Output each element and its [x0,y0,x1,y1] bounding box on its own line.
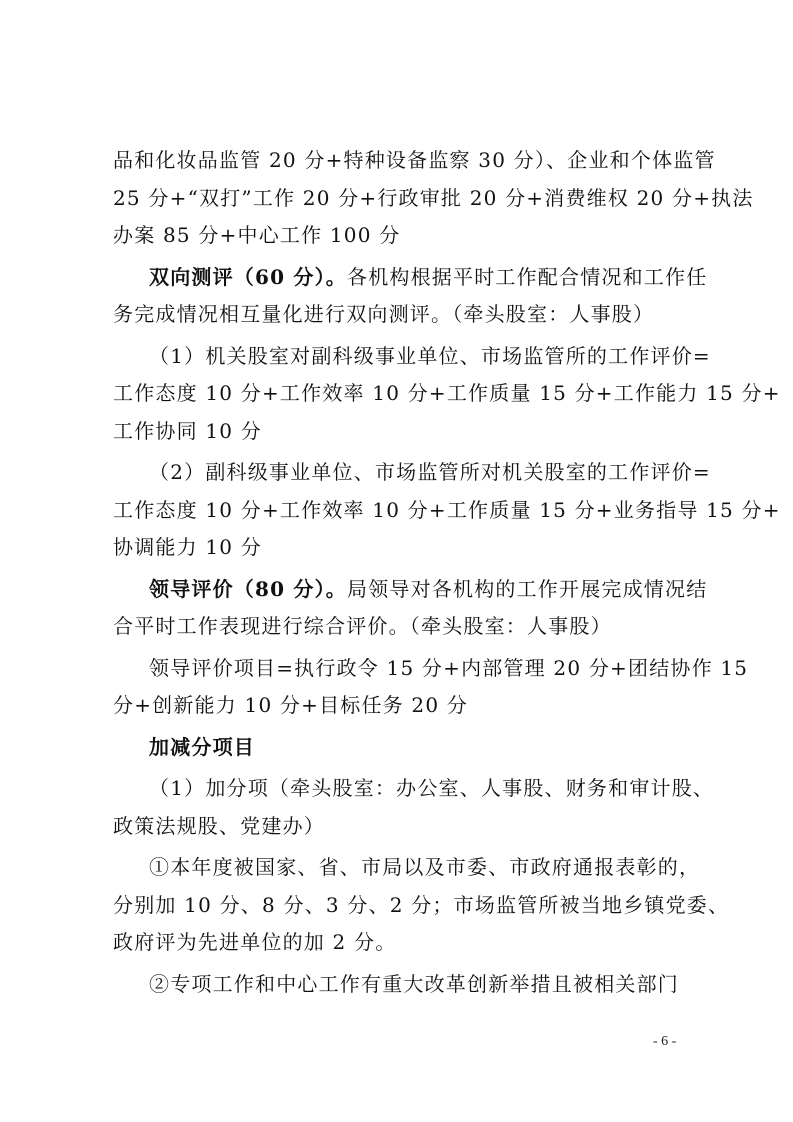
text-line: ①本年度被国家、省、市局以及市委、市政府通报表彰的， [149,855,701,879]
text-line: 分别加 10 分、8 分、3 分、2 分；市场监管所被当地乡镇党委、 [113,892,730,917]
text-line [113,259,708,297]
paragraph-bonus-rule-2 [113,966,693,1004]
text-line: 政府评为先进单位的加 2 分。 [113,930,397,954]
section-heading: 加减分项目 [149,734,255,759]
text-run: 各机构根据平时工作配合情况和工作任 [347,264,708,289]
text-line: 分+创新能力 10 分+目标任务 20 分 [113,693,469,717]
paragraph-item-1 [113,338,781,451]
text-line: （1）加分项（牵头股室：办公室、人事股、财务和审计股、 [149,776,715,800]
paragraph-continuation [113,142,754,255]
text-line: 合平时工作表现进行综合评价。（牵头股室：人事股） [113,614,612,638]
paragraph-leader-evaluation [113,571,708,646]
paragraph-leader-items [113,650,749,725]
text-line: 领导评价项目=执行政令 15 分+内部管理 20 分+团结协作 15 [149,655,749,680]
text-line: 政策法规股、党建办） [113,813,325,838]
text-line: 工作态度 10 分+工作效率 10 分+工作质量 15 分+业务指导 15 分+ [113,497,781,522]
text-line: 品和化妆品监管 20 分+特种设备监察 30 分）、企业和个体监管 [113,148,716,172]
text-line: 25 分+“双打”工作 20 分+行政审批 20 分+消费维权 20 分+执法 [113,185,754,210]
text-line: （2）副科级事业单位、市场监管所对机关股室的工作评价= [149,460,711,484]
text-line: 办案 85 分+中心工作 100 分 [113,223,401,247]
section-heading: 双向测评（60 分）。 [149,264,347,289]
text-line: （1）机关股室对副科级事业单位、市场监管所的工作评价= [149,343,711,368]
page-number: - 6 - [653,1034,677,1049]
text-line [113,571,708,609]
paragraph-item-2 [113,454,781,567]
paragraph-two-way-evaluation [113,259,708,334]
paragraph-bonus-items [113,770,715,845]
text-line: 协调能力 10 分 [113,535,262,559]
document-body [113,142,781,1003]
paragraph-bonus-rule-1 [113,849,730,962]
text-line: 务完成情况相互量化进行双向测评。（牵头股室：人事股） [113,302,655,326]
paragraph-bonus-heading [113,729,693,767]
text-line: 工作态度 10 分+工作效率 10 分+工作质量 15 分+工作能力 15 分+ [113,381,781,405]
text-run: 局领导对各机构的工作开展完成情况结 [347,576,708,601]
section-heading: 领导评价（80 分）。 [149,576,347,601]
text-line: 工作协同 10 分 [113,418,262,443]
text-line: ②专项工作和中心工作有重大改革创新举措且被相关部门 [149,971,679,996]
